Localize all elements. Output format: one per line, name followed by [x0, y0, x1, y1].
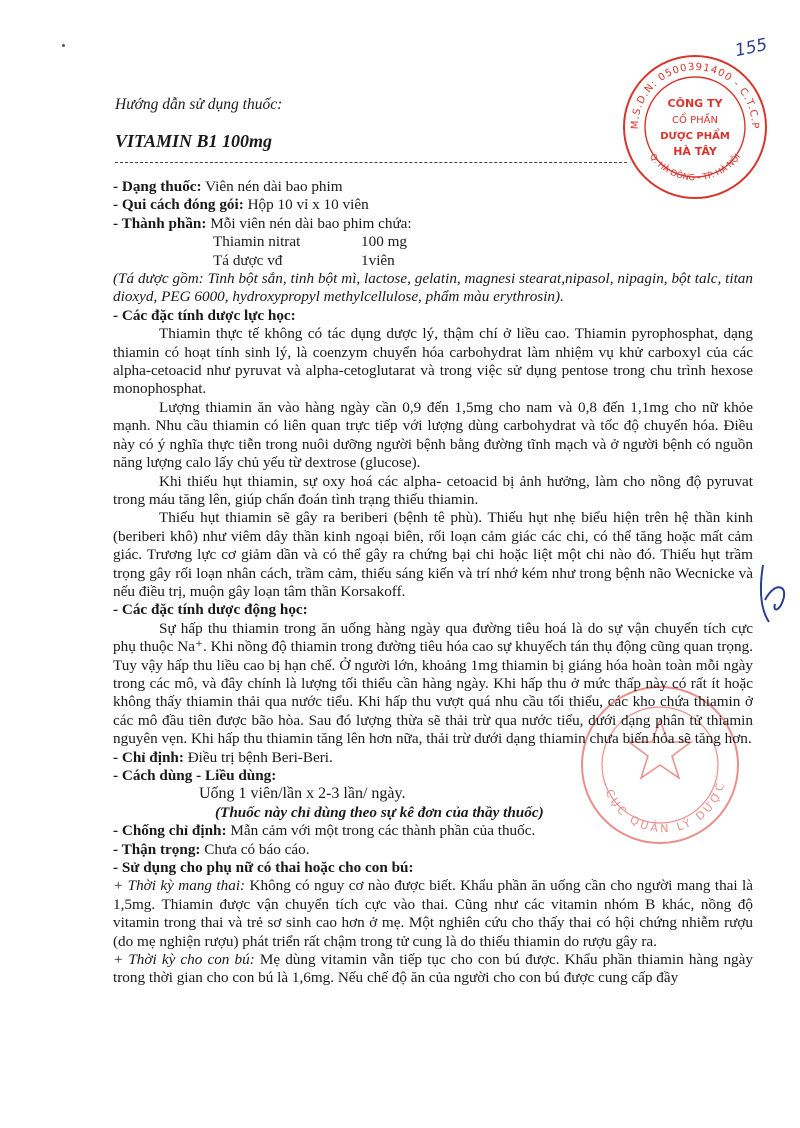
pharmacokinetics-heading: - Các đặc tính dược động học:: [113, 601, 308, 619]
stamp-bottom-text: Q. HÀ ĐÔNG - TP. HÀ NỘI: [647, 152, 743, 184]
contraindication-label: - Chống chỉ định:: [113, 822, 227, 840]
ingredient-name: Tá dược vđ: [213, 251, 283, 269]
ingredient-name: Thiamin nitrat: [213, 233, 301, 251]
indication-value: Điều trị bệnh Beri-Beri.: [183, 748, 333, 766]
composition-row: [113, 233, 753, 251]
composition-value: Mỗi viên nén dài bao phim chứa:: [206, 214, 412, 232]
dosage-form-label: - Dạng thuốc:: [113, 178, 202, 195]
precaution-value: Chưa có báo cáo.: [200, 840, 310, 858]
document-title: VITAMIN B1 100mg: [115, 131, 273, 151]
stamp-code-text: M.S.D.N: 0500391400 - C.T.C.P: [629, 61, 761, 130]
stamp-line-1: CÔNG TY: [667, 97, 723, 110]
pharmacodynamics-paragraph: Khi thiếu hụt thiamin, sự oxy hoá các alpha- cetoacid bị ảnh hưởng, làm cho nồng độ pyruvat trong máu tăng lên, giúp chẩn đoán tình trạng thiếu thiamin.: [113, 472, 753, 508]
pregnancy-paragraph: [113, 877, 753, 951]
title-divider: [115, 162, 627, 163]
stamp-line-3: DƯỢC PHẨM: [660, 131, 730, 142]
pharmacodynamics-paragraph: Thiếu hụt thiamin sẽ gây ra beriberi (bệnh tê phù). Thiếu hụt nhẹ biểu hiện trên hệ thần kinh (beriberi khô) như viêm dây thần kinh ngoại biên, rối loạn cảm giác các chi, có thể tăng hoặc mất cảm giác. Trương lực cơ giảm dần và có thể gây ra chứng bại chi hoặc liệt một chi nào đó. Thiếu hụt trầm trọng gây rối loạn nhân cách, trầm cảm, thiếu sáng kiến và trí nhớ kém như trong bệnh não Wecnicke và nếu điều trị, muộn gây loạn tâm thần Korsakoff.: [113, 509, 753, 600]
ingredient-amount: 1viên: [361, 251, 395, 269]
pregnancy-heading: - Sử dụng cho phụ nữ có thai hoặc cho con bú:: [113, 859, 414, 877]
pharmacodynamics-paragraph: Lượng thiamin ăn vào hàng ngày cần 0,9 đến 1,5mg cho nam và 0,8 đến 1,1mg cho nữ khỏe mạnh. Nhu cầu thiamin có liên quan trực tiếp với lượng dùng carbohydrat và tốc độ chuyển hóa. Điều này có ý nghĩa thực tiễn trong nuôi dưỡng người bệnh bằng đường tĩnh mạch và ở người bệnh có nguồn năng lượng calo lấy chủ yếu từ dextrose (glucose).: [113, 398, 753, 472]
packaging-value: Hộp 10 vỉ x 10 viên: [243, 196, 369, 214]
pregnancy-text: Không có nguy cơ nào được biết. Khẩu phần ăn uống cần cho người mang thai là 1,5mg. Thiamin được vận chuyển tích cực vào thai. Cũng như các vitamin nhóm B khác, nồng độ vitamin trong thai và trẻ sơ sinh cao hơn ở mẹ. Một nghiên cứu cho thấy thai có hội chứng nhiễm rượu (do mẹ nghiện rượu) phát triển rất chậm trong tử cung là do thiếu thiamin do rượu gây ra.: [113, 877, 754, 950]
seal-text: CỤC QUẢN LÝ DƯỢC: [602, 778, 728, 836]
scan-speck: [62, 44, 65, 47]
composition-label: - Thành phần:: [113, 214, 207, 232]
pharmacokinetics-paragraph: Sự hấp thu thiamin trong ăn uống hàng ngày qua đường tiêu hoá là do sự vận chuyển tích cực phụ thuộc Na⁺. Khi nồng độ thiamin trong đường tiêu hóa cao sự khuyếch tán thụ động cũng quan trọng. Tuy vậy hấp thu liều cao bị hạn chế. Ở người lớn, khoảng 1mg thiamin bị giáng hóa hoàn toàn mỗi ngày trong các mô, và đây chính là lượng tối thiểu cần hàng ngày. Khi hấp thu ở mức thấp này có rất ít hoặc không thấy thiamin thải qua nước tiểu. Khi hấp thu vượt quá nhu cầu tối thiểu, các kho chứa thiamin ở các mô đầu tiên được bão hòa. Sau đó lượng thừa sẽ thải trừ qua nước tiểu, dưới dạng phân tử thiamin nguyên vẹn. Khi hấp thu thiamin tăng lên hơn nữa, thải trừ dưới dạng thiamin chưa biến hóa sẽ tăng hơn.: [113, 619, 753, 748]
packaging-line: [113, 196, 753, 214]
document-subtitle: Hướng dẫn sử dụng thuốc:: [115, 96, 283, 113]
precaution-label: - Thận trọng:: [113, 840, 201, 858]
precaution-line: [113, 841, 753, 859]
lactation-text: Mẹ dùng vitamin vẫn tiếp tục cho con bú được. Khẩu phần thiamin hàng ngày trong thời gian cho con bú là 1,6mg. Nếu chế độ ăn của người cho con bú được cung cấp đầy: [113, 951, 753, 987]
document-body: [113, 178, 753, 988]
stamp-line-2: CỔ PHẦN: [672, 115, 718, 126]
contraindication-value: Mẫn cảm với một trong các thành phần của thuốc.: [226, 822, 536, 840]
lactation-sublabel: + Thời kỳ cho con bú:: [113, 951, 255, 969]
contraindication-line: [113, 822, 753, 840]
prescription-note: (Thuốc này chỉ dùng theo sự kê đơn của thầy thuốc): [215, 803, 544, 821]
stamp-line-4: HÀ TÂY: [673, 145, 717, 158]
indication-label: - Chỉ định:: [113, 748, 184, 766]
handwritten-page-number: 155: [733, 34, 770, 62]
ingredient-amount: 100 mg: [361, 233, 407, 251]
indication-line: [113, 749, 753, 767]
pharmacodynamics-heading: - Các đặc tính dược lực học:: [113, 306, 296, 324]
pharmacodynamics-paragraph: Thiamin thực tế không có tác dụng dược lý, thậm chí ở liều cao. Thiamin pyrophosphat, dạng thiamin có hoạt tính sinh lý, là coenzym chuyển hóa carbohydrat làm nhiệm vụ khử carboxyl của các alpha-cetoacid như pyruvat và alpha-cetoglutarat và trong việc sử dụng pentose trong chu trình hexose monophosphat.: [113, 325, 753, 398]
margin-signature-mark: [755, 560, 795, 630]
usage-heading: - Cách dùng - Liều dùng:: [113, 767, 277, 784]
pregnancy-sublabel: + Thời kỳ mang thai:: [113, 877, 246, 895]
dosage-instruction: Uống 1 viên/lần x 2-3 lần/ ngày.: [199, 785, 406, 803]
excipients-note: (Tá dược gồm: Tinh bột sắn, tinh bột mì, lactose, gelatin, magnesi stearat,nipasol, nipagin, bột talc, titan dioxyd, PEG 6000, hydroxypropyl methylcellulose, phẩm màu erythrosin).: [113, 270, 753, 306]
dosage-form-line: [113, 178, 753, 196]
lactation-paragraph: [113, 951, 753, 988]
packaging-label: - Qui cách đóng gói:: [113, 196, 244, 214]
dosage-form-value: Viên nén dài bao phim: [201, 178, 343, 195]
composition-line: [113, 215, 753, 233]
composition-row: [113, 252, 753, 270]
